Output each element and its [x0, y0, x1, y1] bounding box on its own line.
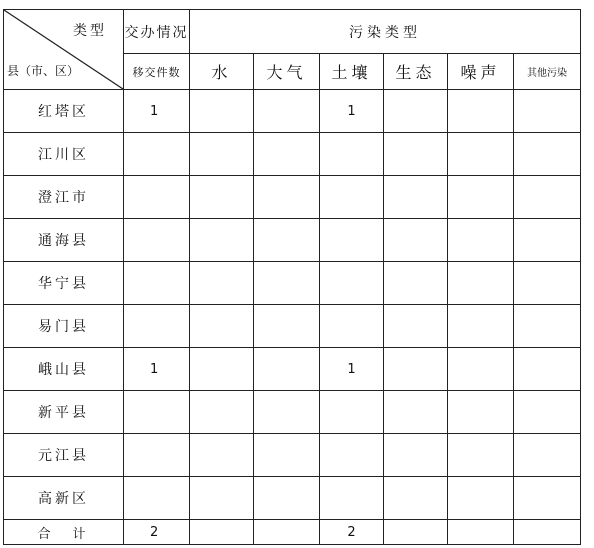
category-air: 大气 [254, 54, 320, 90]
cell-water [190, 133, 254, 176]
category-other: 其他污染 [514, 54, 581, 90]
cell-noise [448, 391, 514, 434]
total-air [254, 520, 320, 545]
cell-noise [448, 477, 514, 520]
cell-noise [448, 262, 514, 305]
table-row [4, 434, 581, 477]
cell-air [254, 434, 320, 477]
cell-count [124, 391, 190, 434]
cell-soil [320, 434, 384, 477]
cell-water [190, 90, 254, 133]
cell-water [190, 305, 254, 348]
region-name: 红塔区 [4, 90, 124, 133]
category-noise: 噪声 [448, 54, 514, 90]
corner-region-label: 县（市、区） [7, 64, 80, 78]
cell-soil [320, 305, 384, 348]
cell-water [190, 176, 254, 219]
cell-other [514, 133, 581, 176]
cell-soil [320, 391, 384, 434]
cell-count: 1 [124, 90, 190, 133]
cell-eco [384, 477, 448, 520]
cell-noise [448, 176, 514, 219]
total-row [4, 520, 581, 545]
cell-other [514, 219, 581, 262]
region-name: 元江县 [4, 434, 124, 477]
category-eco: 生态 [384, 54, 448, 90]
table-row [4, 262, 581, 305]
cell-water [190, 219, 254, 262]
cell-count [124, 262, 190, 305]
cell-air [254, 133, 320, 176]
cell-other [514, 262, 581, 305]
total-other [514, 520, 581, 545]
cell-eco [384, 219, 448, 262]
cell-soil [320, 262, 384, 305]
region-name: 华宁县 [4, 262, 124, 305]
cell-other [514, 434, 581, 477]
cell-noise [448, 133, 514, 176]
cell-count [124, 305, 190, 348]
cell-eco [384, 391, 448, 434]
cell-count [124, 219, 190, 262]
cell-soil [320, 133, 384, 176]
table-body [4, 90, 581, 520]
cell-count [124, 434, 190, 477]
handling-header: 交办情况 [124, 10, 190, 54]
region-name: 峨山县 [4, 348, 124, 391]
table-row [4, 133, 581, 176]
cell-noise [448, 348, 514, 391]
cell-count: 1 [124, 348, 190, 391]
cell-eco [384, 90, 448, 133]
total-water [190, 520, 254, 545]
table-row [4, 348, 581, 391]
cell-water [190, 391, 254, 434]
cell-eco [384, 176, 448, 219]
cell-other [514, 305, 581, 348]
cell-air [254, 305, 320, 348]
cell-soil: 1 [320, 90, 384, 133]
cell-eco [384, 434, 448, 477]
cell-eco [384, 262, 448, 305]
cell-other [514, 176, 581, 219]
corner-header-cell [4, 10, 124, 90]
cell-noise [448, 219, 514, 262]
cell-other [514, 90, 581, 133]
transferred-count-header: 移交件数 [124, 54, 190, 90]
cell-air [254, 176, 320, 219]
cell-soil [320, 477, 384, 520]
cell-water [190, 262, 254, 305]
cell-noise [448, 305, 514, 348]
cell-air [254, 90, 320, 133]
total-count: 2 [124, 520, 190, 545]
cell-air [254, 477, 320, 520]
cell-air [254, 262, 320, 305]
table-row [4, 477, 581, 520]
cell-other [514, 477, 581, 520]
cell-eco [384, 133, 448, 176]
region-name: 通海县 [4, 219, 124, 262]
category-water: 水 [190, 54, 254, 90]
cell-other [514, 348, 581, 391]
table-row [4, 305, 581, 348]
pollution-transfer-table [3, 9, 581, 545]
pollution-type-header: 污染类型 [190, 10, 581, 54]
region-name: 新平县 [4, 391, 124, 434]
total-noise [448, 520, 514, 545]
cell-eco [384, 305, 448, 348]
cell-noise [448, 90, 514, 133]
cell-water [190, 477, 254, 520]
cell-eco [384, 348, 448, 391]
corner-type-label: 类型 [73, 23, 107, 39]
cell-count [124, 477, 190, 520]
cell-soil [320, 176, 384, 219]
cell-soil [320, 219, 384, 262]
cell-count [124, 133, 190, 176]
cell-water [190, 348, 254, 391]
table-row [4, 90, 581, 133]
region-name: 江川区 [4, 133, 124, 176]
cell-air [254, 348, 320, 391]
category-soil: 土壤 [320, 54, 384, 90]
cell-air [254, 219, 320, 262]
region-name: 易门县 [4, 305, 124, 348]
total-label: 合计 [4, 520, 124, 545]
cell-count [124, 176, 190, 219]
table-row [4, 176, 581, 219]
cell-other [514, 391, 581, 434]
cell-water [190, 434, 254, 477]
table-row [4, 219, 581, 262]
region-name: 澄江市 [4, 176, 124, 219]
total-eco [384, 520, 448, 545]
total-soil: 2 [320, 520, 384, 545]
cell-air [254, 391, 320, 434]
cell-noise [448, 434, 514, 477]
cell-soil: 1 [320, 348, 384, 391]
table-row [4, 391, 581, 434]
region-name: 高新区 [4, 477, 124, 520]
